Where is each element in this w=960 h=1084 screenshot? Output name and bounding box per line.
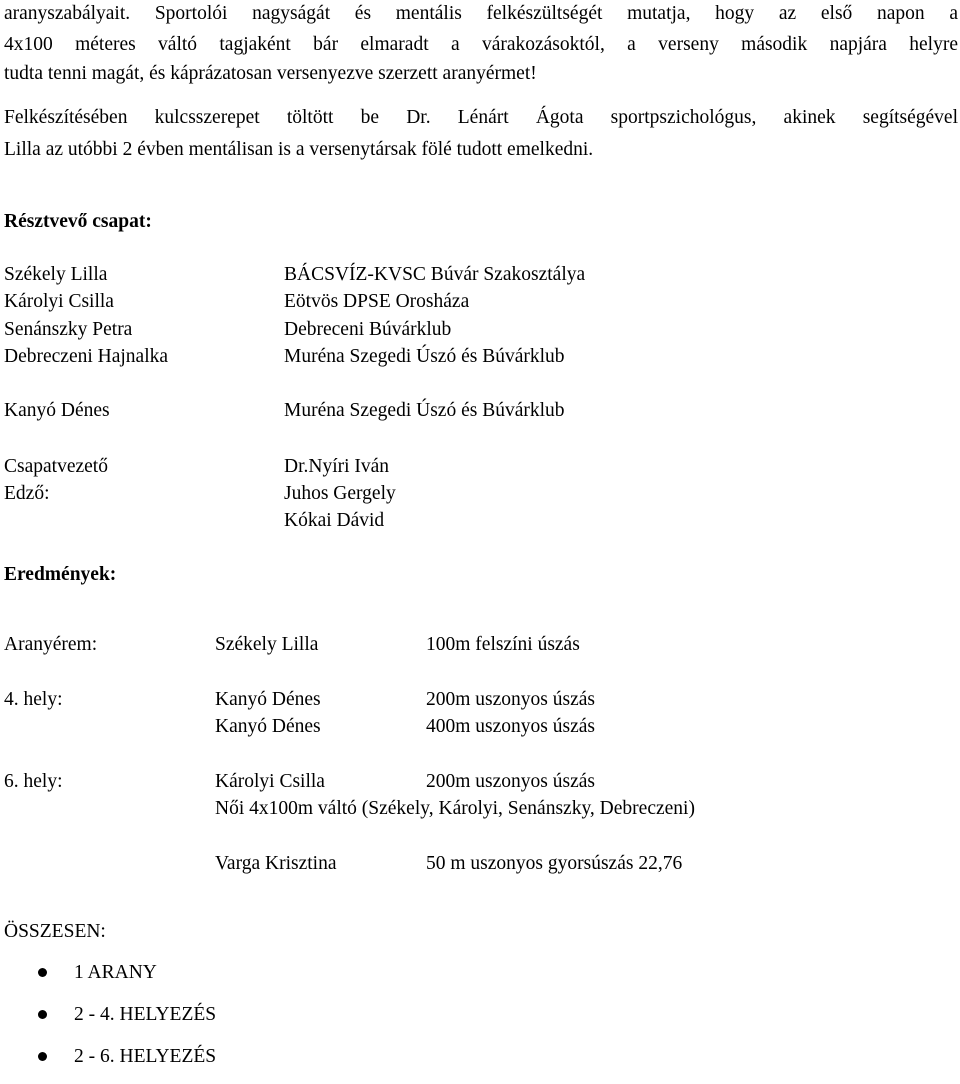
result-event: 200m uszonyos úszás <box>426 771 595 792</box>
result-name: Varga Krisztina <box>215 853 337 874</box>
result-event: 100m felszíni úszás <box>426 634 580 655</box>
team-member-club: Muréna Szegedi Úszó és Búvárklub <box>284 400 565 421</box>
list-item <box>36 1042 216 1084</box>
summary-item-label: 1 ARANY <box>74 962 157 983</box>
team-member-club: Eötvös DPSE Orosháza <box>284 291 470 312</box>
summary-item-label: 2 - 6. HELYEZÉS <box>74 1046 217 1067</box>
result-name: Kanyó Dénes <box>215 716 321 737</box>
intro-line-5: Lilla az utóbbi 2 évben mentálisan is a versenytársak fölé tudott emelkedni. <box>4 139 594 160</box>
team-member-club: BÁCSVÍZ-KVSC Búvár Szakosztálya <box>284 264 586 285</box>
result-name: Székely Lilla <box>215 634 319 655</box>
team-leader-name: Dr.Nyíri Iván <box>284 456 390 477</box>
team-member-name: Kanyó Dénes <box>4 400 110 421</box>
intro-line-3: tudta tenni magát, és káprázatosan versenyezve szerzett aranyérmet! <box>4 63 537 84</box>
result-place: Aranyérem: <box>4 634 98 655</box>
team-member-club: Debreceni Búvárklub <box>284 319 452 340</box>
team-member-club: Muréna Szegedi Úszó és Búvárklub <box>284 346 565 367</box>
summary-item-label: 2 - 4. HELYEZÉS <box>74 1004 217 1025</box>
result-event: 400m uszonyos úszás <box>426 716 595 737</box>
results-heading: Eredmények: <box>4 564 117 585</box>
bullet-icon <box>38 968 47 977</box>
team-member-name: Debreczeni Hajnalka <box>4 346 169 367</box>
team-coach-name: Juhos Gergely <box>284 483 396 504</box>
intro-line-2: 4x100 méteres váltó tagjaként bár elmaradt a várakozásoktól, a verseny második napjára helyre <box>4 34 958 55</box>
intro-line-1: aranyszabályait. Sportolói nagyságát és mentális felkészültségét mutatja, hogy az első napon a <box>4 3 958 24</box>
team-member-name: Károlyi Csilla <box>4 291 114 312</box>
team-member-name: Székely Lilla <box>4 264 108 285</box>
list-item <box>36 958 216 1000</box>
result-name: Kanyó Dénes <box>215 689 321 710</box>
result-place: 4. hely: <box>4 689 63 710</box>
team-coach-label: Edző: <box>4 483 50 504</box>
result-name: Női 4x100m váltó (Székely, Károlyi, Senánszky, Debreczeni) <box>215 798 695 819</box>
team-leader-label: Csapatvezető <box>4 456 108 477</box>
result-place: 6. hely: <box>4 771 63 792</box>
result-name: Károlyi Csilla <box>215 771 325 792</box>
summary-list <box>36 958 216 1084</box>
result-event: 200m uszonyos úszás <box>426 689 595 710</box>
list-item <box>36 1000 216 1042</box>
team-heading: Résztvevő csapat: <box>4 211 152 232</box>
intro-line-4: Felkészítésében kulcsszerepet töltött be Dr. Lénárt Ágota sportpszichológus, akinek segítségével <box>4 107 958 128</box>
bullet-icon <box>38 1052 47 1061</box>
result-event: 50 m uszonyos gyorsúszás 22,76 <box>426 853 683 874</box>
team-member-name: Senánszky Petra <box>4 319 133 340</box>
team-coach-name: Kókai Dávid <box>284 510 385 531</box>
bullet-icon <box>38 1010 47 1019</box>
summary-heading: ÖSSZESEN: <box>4 921 106 942</box>
